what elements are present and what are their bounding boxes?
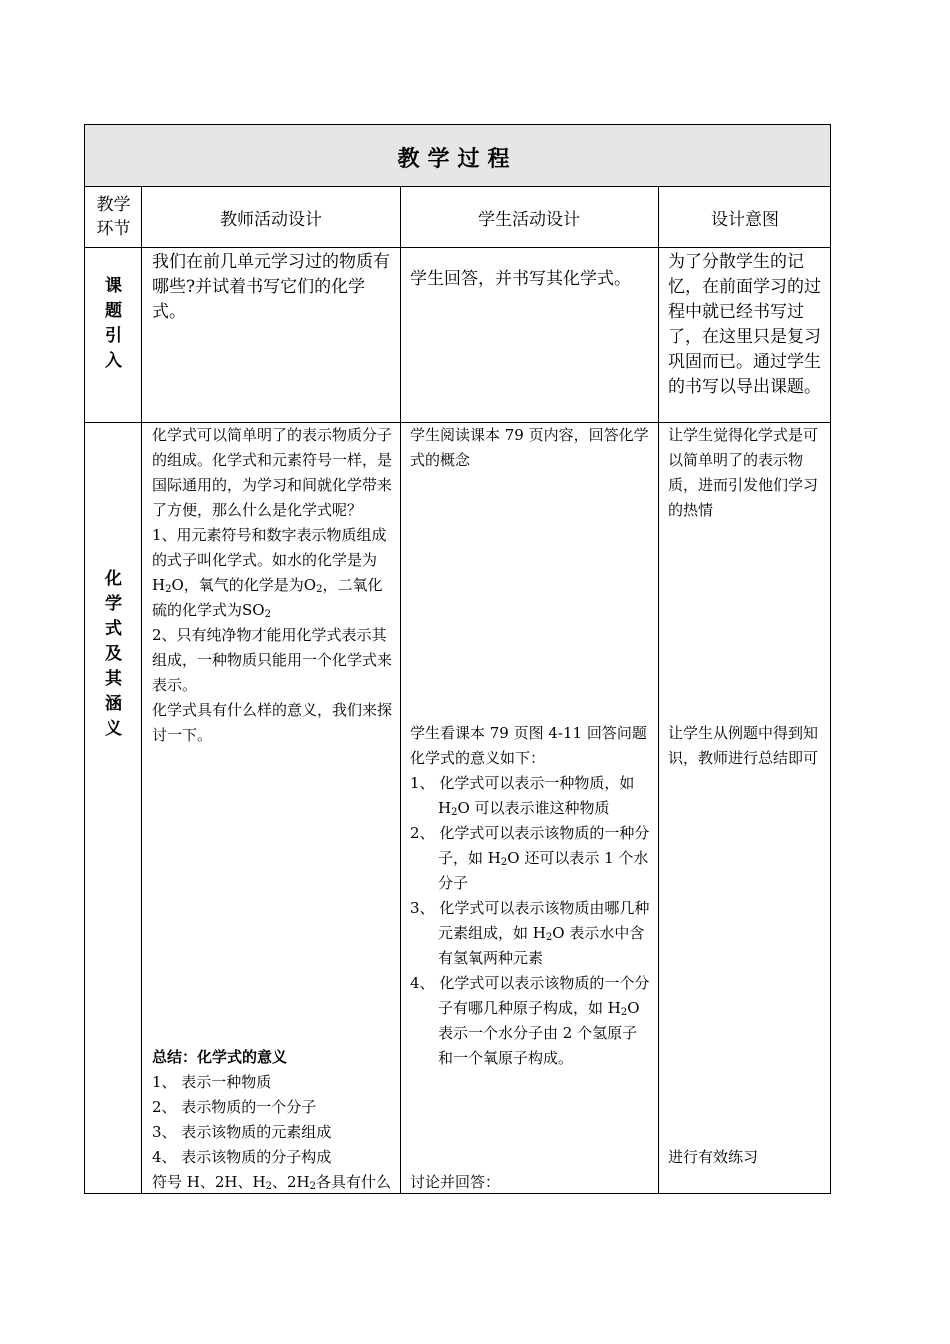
student-read: 学生阅读课本 79 页内容，回答化学式的概念 bbox=[410, 426, 649, 469]
student-formula bbox=[400, 423, 658, 1195]
student-meaning-title: 化学式的意义如下： bbox=[410, 749, 546, 767]
row-intro bbox=[85, 248, 830, 422]
header-row bbox=[85, 187, 830, 247]
teacher-intro: 我们在前几单元学习过的物质有哪些?并试着书写它们的化学式。 bbox=[152, 252, 390, 322]
table-title-row bbox=[85, 125, 830, 187]
divider bbox=[658, 187, 659, 1193]
header-stage: 教学环节 bbox=[96, 195, 131, 239]
list-item: 4、 化学式可以表示该物质的一个分子有哪几种原子构成，如 $H_2O$ 表示一个水分子由 2 个氢原子和一个氧原子构成。 bbox=[410, 974, 650, 1067]
header-student: 学生活动设计 bbox=[478, 210, 580, 230]
teacher-intro-text: 化学式可以简单明了的表示物质分子的组成。化学式和元素符号一样，是国际通用的，为学习和间就化学带来了方便，那么什么是化学式呢？ bbox=[152, 426, 393, 519]
intent-text: 进行有效练习 bbox=[668, 1148, 759, 1166]
summary-item: 2、 表示物质的一个分子 bbox=[152, 1098, 317, 1116]
intent-text: 让学生觉得化学式是可以简单明了的表示物质，进而引发他们学习的热情 bbox=[668, 426, 819, 519]
row-formula bbox=[85, 423, 830, 1195]
teacher-point-1: 1、用元素符号和数字表示物质组成的式子叫化学式。如水的化学是为$H_2O$，氧气的化学是为$O_2$，二氧化硫的化学式为$SO_2$ bbox=[152, 526, 387, 620]
teacher-question: 符号 H、2H、$H_2$、$2H_2$各具有什么 bbox=[152, 1173, 391, 1192]
list-item: 2、 化学式可以表示该物质的一种分子，如 $H_2O$ 还可以表示 1 个水分子 bbox=[410, 824, 650, 892]
header-intent: 设计意图 bbox=[711, 210, 779, 230]
teacher-formula bbox=[142, 423, 400, 1195]
table-title: 教学过程 bbox=[397, 146, 518, 172]
summary-item: 3、 表示该物质的元素组成 bbox=[152, 1123, 332, 1141]
so2-formula: $SO_2$ bbox=[242, 601, 271, 620]
list-item: 3、 化学式可以表示该物质由哪几种元素组成，如 $H_2O$ 表示水中含有氢氧两种元素 bbox=[410, 899, 650, 967]
teacher-point-3: 化学式具有什么样的意义，我们来探讨一下。 bbox=[152, 701, 393, 744]
list-item: 1、 化学式可以表示一种物质，如 $H_2O$ 可以表示谁这种物质 bbox=[410, 774, 635, 818]
student-discuss: 讨论并回答： bbox=[410, 1173, 501, 1191]
lesson-table bbox=[84, 124, 831, 1194]
h2o-formula: $H_2O$ bbox=[152, 576, 184, 595]
header-teacher: 教师活动设计 bbox=[220, 210, 322, 230]
student-meaning-list bbox=[410, 771, 650, 1071]
intent-intro: 为了分散学生的记忆，在前面学习的过程中就已经书写过了，在这里只是复习巩固而已。通过学生的书写以导出课题。 bbox=[668, 252, 821, 397]
stage-intro: 课题引入 bbox=[105, 276, 122, 371]
intent-formula bbox=[658, 423, 832, 1195]
intent-text: 让学生从例题中得到知识，教师进行总结即可 bbox=[668, 724, 819, 767]
o2-formula: $O_2$ bbox=[303, 576, 323, 595]
summary-item: 4、 表示该物质的分子构成 bbox=[152, 1148, 332, 1166]
summary-title: 总结：化学式的意义 bbox=[152, 1048, 288, 1066]
teacher-point-2: 2、只有纯净物才能用化学式表示其组成，一种物质只能用一个化学式来表示。 bbox=[152, 626, 393, 694]
divider bbox=[141, 187, 142, 1193]
stage-formula: 化学式及其涵义 bbox=[105, 569, 122, 739]
divider bbox=[400, 187, 401, 1193]
student-intro: 学生回答，并书写其化学式。 bbox=[410, 269, 631, 289]
student-figure: 学生看课本 79 页图 4-11 回答问题 bbox=[410, 724, 647, 742]
summary-item: 1、 表示一种物质 bbox=[152, 1073, 272, 1091]
